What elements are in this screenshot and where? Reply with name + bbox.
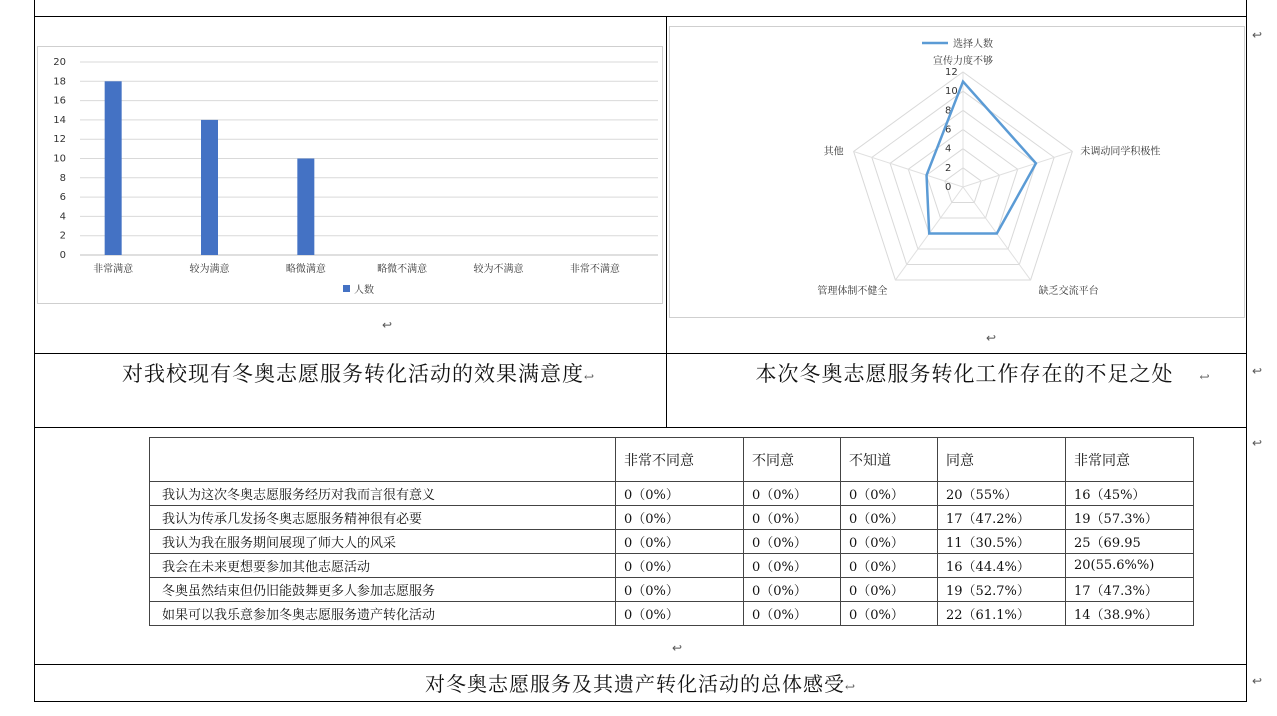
table-row: [150, 602, 1194, 626]
caption-satisfaction: 对我校现有冬奥志愿服务转化活动的效果满意度↩: [122, 362, 596, 386]
radar-axis-label: 管理体制不健全: [817, 286, 888, 298]
paragraph-mark: ↩: [672, 641, 683, 655]
value-cell: 0（0%）: [616, 578, 744, 602]
bar-chart-frame: [37, 46, 663, 304]
statement-cell: 我认为这次冬奥志愿服务经历对我而言很有意义: [150, 482, 616, 506]
value-cell: 14（38.9%）: [1066, 602, 1194, 626]
value-cell: 0（0%）: [744, 602, 841, 626]
value-cell: 0（0%）: [616, 482, 744, 506]
y-tick-label: 8: [59, 172, 66, 184]
bar-chart: [38, 47, 664, 305]
value-cell: 0（0%）: [841, 506, 938, 530]
row-divider-1: [34, 353, 1247, 354]
table-row: [150, 506, 1194, 530]
header-cell: 不知道: [841, 438, 938, 482]
legend-swatch: [343, 285, 350, 292]
value-cell: 19（57.3%）: [1066, 506, 1194, 530]
survey-table: [149, 437, 1194, 626]
statement-cell: 我认为我在服务期间展现了师大人的风采: [150, 530, 616, 554]
header-cell: 不同意: [744, 438, 841, 482]
paragraph-mark: ↩: [1252, 436, 1263, 450]
table-row: [150, 554, 1194, 578]
value-cell: 0（0%）: [841, 482, 938, 506]
statement-cell: 我会在未来更想要参加其他志愿活动: [150, 554, 616, 578]
row-divider-3: [34, 664, 1247, 665]
r-tick-label: 8: [945, 105, 952, 117]
value-cell: 0（0%）: [744, 554, 841, 578]
paragraph-mark: ↩: [986, 331, 997, 345]
value-cell: 17（47.3%）: [1066, 578, 1194, 602]
x-category-label: 较为不满意: [473, 264, 524, 275]
value-cell: 22（61.1%）: [938, 602, 1066, 626]
value-cell: 0（0%）: [744, 578, 841, 602]
value-cell: 0（0%）: [616, 554, 744, 578]
header-cell: [150, 438, 616, 482]
value-cell: 0（0%）: [616, 506, 744, 530]
x-category-label: 略微满意: [285, 264, 326, 275]
legend-label: 选择人数: [953, 39, 993, 50]
value-cell: 0（0%）: [616, 602, 744, 626]
statement-cell: 如果可以我乐意参加冬奥志愿服务遗产转化活动: [150, 602, 616, 626]
paragraph-mark: ↩: [1252, 364, 1263, 378]
bar: [201, 120, 218, 255]
top-page-margin-left: [34, 0, 35, 16]
radar-chart: [670, 27, 1246, 319]
radar-chart-frame: [669, 26, 1245, 318]
value-cell: 16（45%）: [1066, 482, 1194, 506]
x-category-label: 非常不满意: [569, 264, 620, 275]
value-cell: 0（0%）: [616, 530, 744, 554]
y-tick-label: 2: [59, 230, 66, 242]
value-cell: 0（0%）: [841, 602, 938, 626]
table-row: [150, 530, 1194, 554]
value-cell: 19（52.7%）: [938, 578, 1066, 602]
y-tick-label: 14: [53, 114, 66, 126]
table-row: [150, 482, 1194, 506]
r-tick-label: 4: [945, 143, 952, 155]
legend-label: 人数: [354, 285, 374, 296]
y-tick-label: 12: [53, 134, 66, 146]
statement-cell: 我认为传承几发扬冬奥志愿服务精神很有必要: [150, 506, 616, 530]
y-tick-label: 20: [53, 57, 66, 68]
value-cell: 0（0%）: [841, 530, 938, 554]
value-cell: 0（0%）: [841, 554, 938, 578]
x-category-label: 较为满意: [189, 264, 230, 275]
paragraph-mark: ↩: [1252, 674, 1263, 688]
statement-cell: 冬奥虽然结束但仍旧能鼓舞更多人参加志愿服务: [150, 578, 616, 602]
y-tick-label: 10: [53, 153, 66, 165]
x-category-label: 非常满意: [93, 264, 134, 275]
radar-axis-label: 缺乏交流平台: [1038, 286, 1099, 298]
y-tick-label: 0: [59, 250, 66, 261]
row-divider-2: [34, 427, 1247, 428]
value-cell: 0（0%）: [841, 578, 938, 602]
top-page-margin-right: [1246, 0, 1247, 16]
paragraph-mark: ↩: [382, 318, 393, 332]
value-cell: 0（0%）: [744, 530, 841, 554]
caption-overall-feeling: 对冬奥志愿服务及其遗产转化活动的总体感受↩: [424, 672, 857, 696]
header-cell: 非常不同意: [616, 438, 744, 482]
value-cell: 25（69.95: [1066, 530, 1194, 554]
value-cell: 16（44.4%）: [938, 554, 1066, 578]
caption-shortcomings: 本次冬奥志愿服务转化工作存在的不足之处 ↩: [755, 362, 1211, 386]
x-category-label: 略微不满意: [377, 264, 428, 275]
r-tick-label: 0: [945, 182, 952, 193]
radar-axis-label: 未调动同学积极性: [1080, 146, 1161, 158]
bar: [105, 81, 122, 255]
radar-axis-label: 其他: [823, 146, 844, 158]
value-cell: 11（30.5%）: [938, 530, 1066, 554]
value-cell: 20（55%）: [938, 482, 1066, 506]
bar: [297, 159, 314, 256]
column-divider: [666, 16, 667, 427]
header-cell: 非常同意: [1066, 438, 1194, 482]
radar-spoke: [963, 151, 1072, 187]
r-tick-label: 2: [945, 162, 952, 174]
table-row: [150, 578, 1194, 602]
y-tick-label: 16: [53, 95, 66, 107]
r-tick-label: 10: [945, 86, 958, 98]
value-cell: 20(55.6%%): [1066, 554, 1194, 578]
y-tick-label: 18: [53, 76, 66, 88]
r-tick-label: 12: [945, 67, 958, 78]
r-tick-label: 6: [945, 124, 952, 136]
value-cell: 0（0%）: [744, 482, 841, 506]
radar-axis-label: 宣传力度不够: [933, 56, 993, 67]
value-cell: 0（0%）: [744, 506, 841, 530]
y-tick-label: 4: [59, 211, 66, 223]
table-header-row: [150, 438, 1194, 482]
paragraph-mark: ↩: [1252, 28, 1263, 42]
header-cell: 同意: [938, 438, 1066, 482]
value-cell: 17（47.2%）: [938, 506, 1066, 530]
y-tick-label: 6: [59, 192, 66, 204]
